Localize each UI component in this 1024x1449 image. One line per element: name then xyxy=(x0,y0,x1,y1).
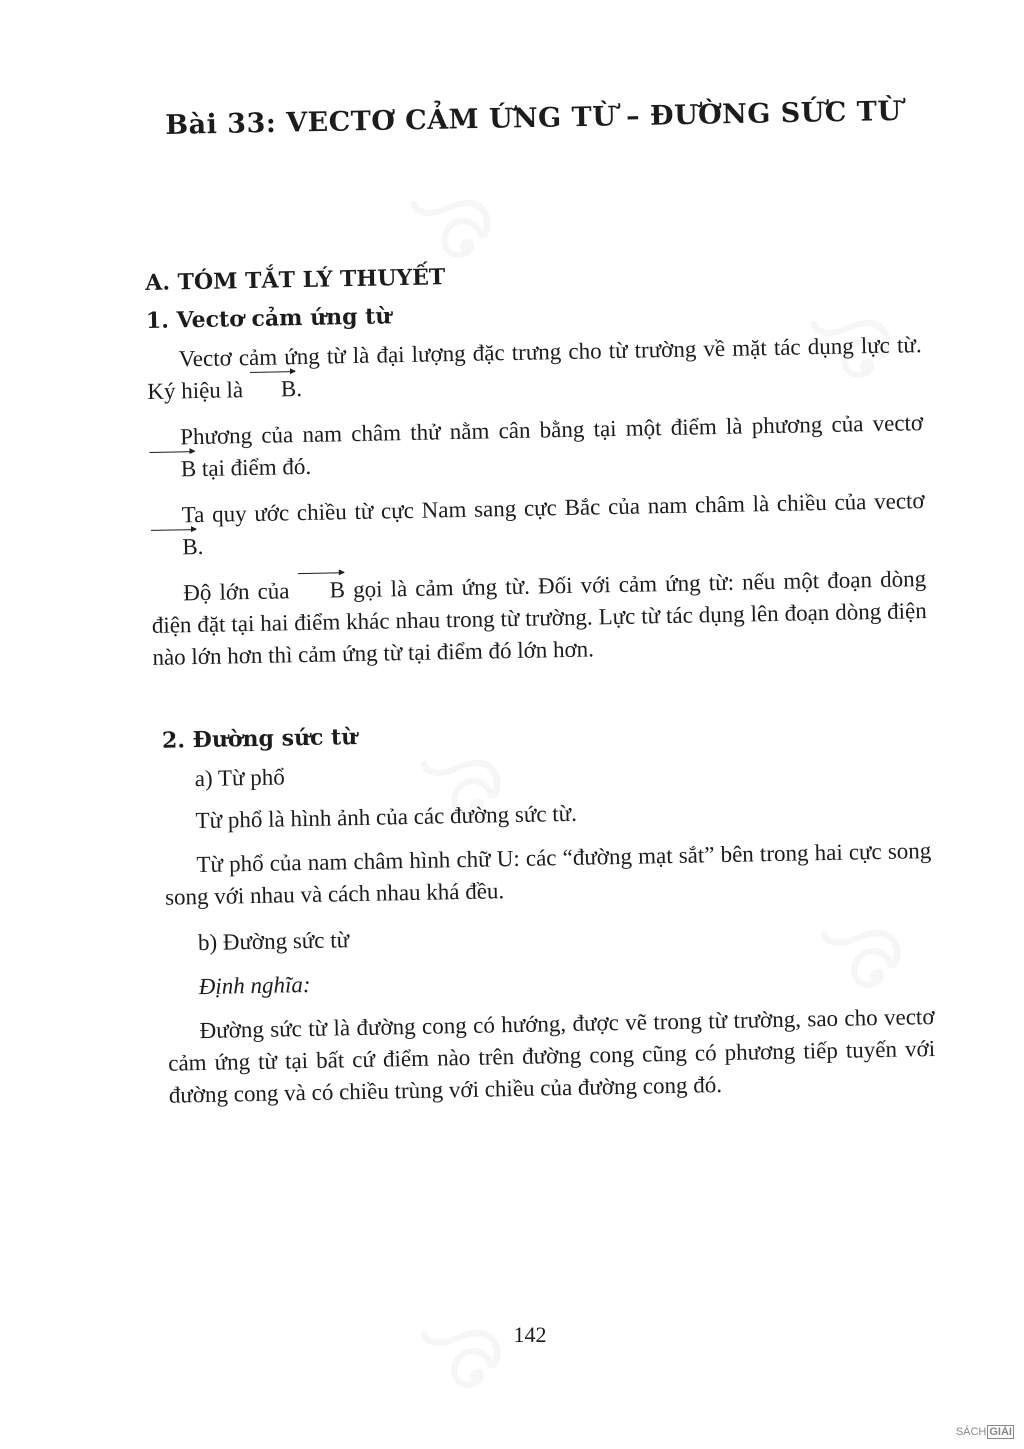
definition-paragraph: Đường sức từ là đường cong có hướng, được vẽ trong từ trường, sao cho vectơ cảm ứng từ tại bất cứ điểm nào trên đường cong cũng có phương tiếp tuyến với đường cong và có chiều trùng với chiều của đường cong đó. xyxy=(167,1003,936,1108)
page-number: 142 xyxy=(513,1322,547,1347)
paragraph: Ta quy ước chiều từ cực Nam sang cực Bắc của nam châm là chiều của vectơ B. xyxy=(149,485,925,564)
vector-b-symbol: B xyxy=(249,373,297,406)
lesson-title: Bài 33: VECTƠ CẢM ỨNG TỪ – ĐƯỜNG SỨC TỪ xyxy=(165,95,902,141)
subsection-heading-vector: 1. Vectơ cảm ứng từ xyxy=(145,303,392,334)
vector-b-symbol: B xyxy=(150,531,198,564)
logo-prefix: SÁCH xyxy=(955,1426,987,1438)
document-content xyxy=(145,255,936,1112)
paragraph: Từ phổ là hình ảnh của các đường sức từ. xyxy=(195,800,578,834)
paragraph: Từ phổ của nam châm hình chữ U: các “đường mạt sắt” bên trong hai cực song song với nhau và cách nhau khá đều. xyxy=(164,838,932,910)
subsection-label: a) Từ phổ xyxy=(194,764,285,792)
subsection-label: b) Đường sức từ xyxy=(197,927,350,956)
paragraph: Độ lớn của B gọi là cảm ứng từ. Đối với cảm ứng từ: nếu một đoạn dòng điện đặt tại hai điểm khác nhau trong từ trường. Lực từ tác dụng lên đoạn dòng điện nào lớn hơn thì cảm ứng từ tại điểm đó lớn hơn. xyxy=(151,566,927,670)
paragraph: Phương của nam châm thử nằm cân bằng tại một điểm là phương của vectơ B tại điểm đó. xyxy=(148,407,924,486)
section-heading: A. TÓM TẮT LÝ THUYẾT xyxy=(145,264,446,296)
watermark-mark xyxy=(370,1254,563,1447)
definition-label: Định nghĩa: xyxy=(198,971,311,1000)
publisher-logo xyxy=(956,1425,1014,1439)
vector-b-symbol: B xyxy=(149,453,197,486)
subsection-heading-field-lines: 2. Đường sức từ xyxy=(161,724,358,754)
vector-b-symbol: B xyxy=(297,574,345,607)
logo-box: GIẢI xyxy=(989,1426,1012,1438)
paragraph: Vectơ cảm ứng từ là đại lượng đặc trưng cho từ trường về mặt tác dụng lực từ. Ký hiệu là B. xyxy=(146,329,922,408)
